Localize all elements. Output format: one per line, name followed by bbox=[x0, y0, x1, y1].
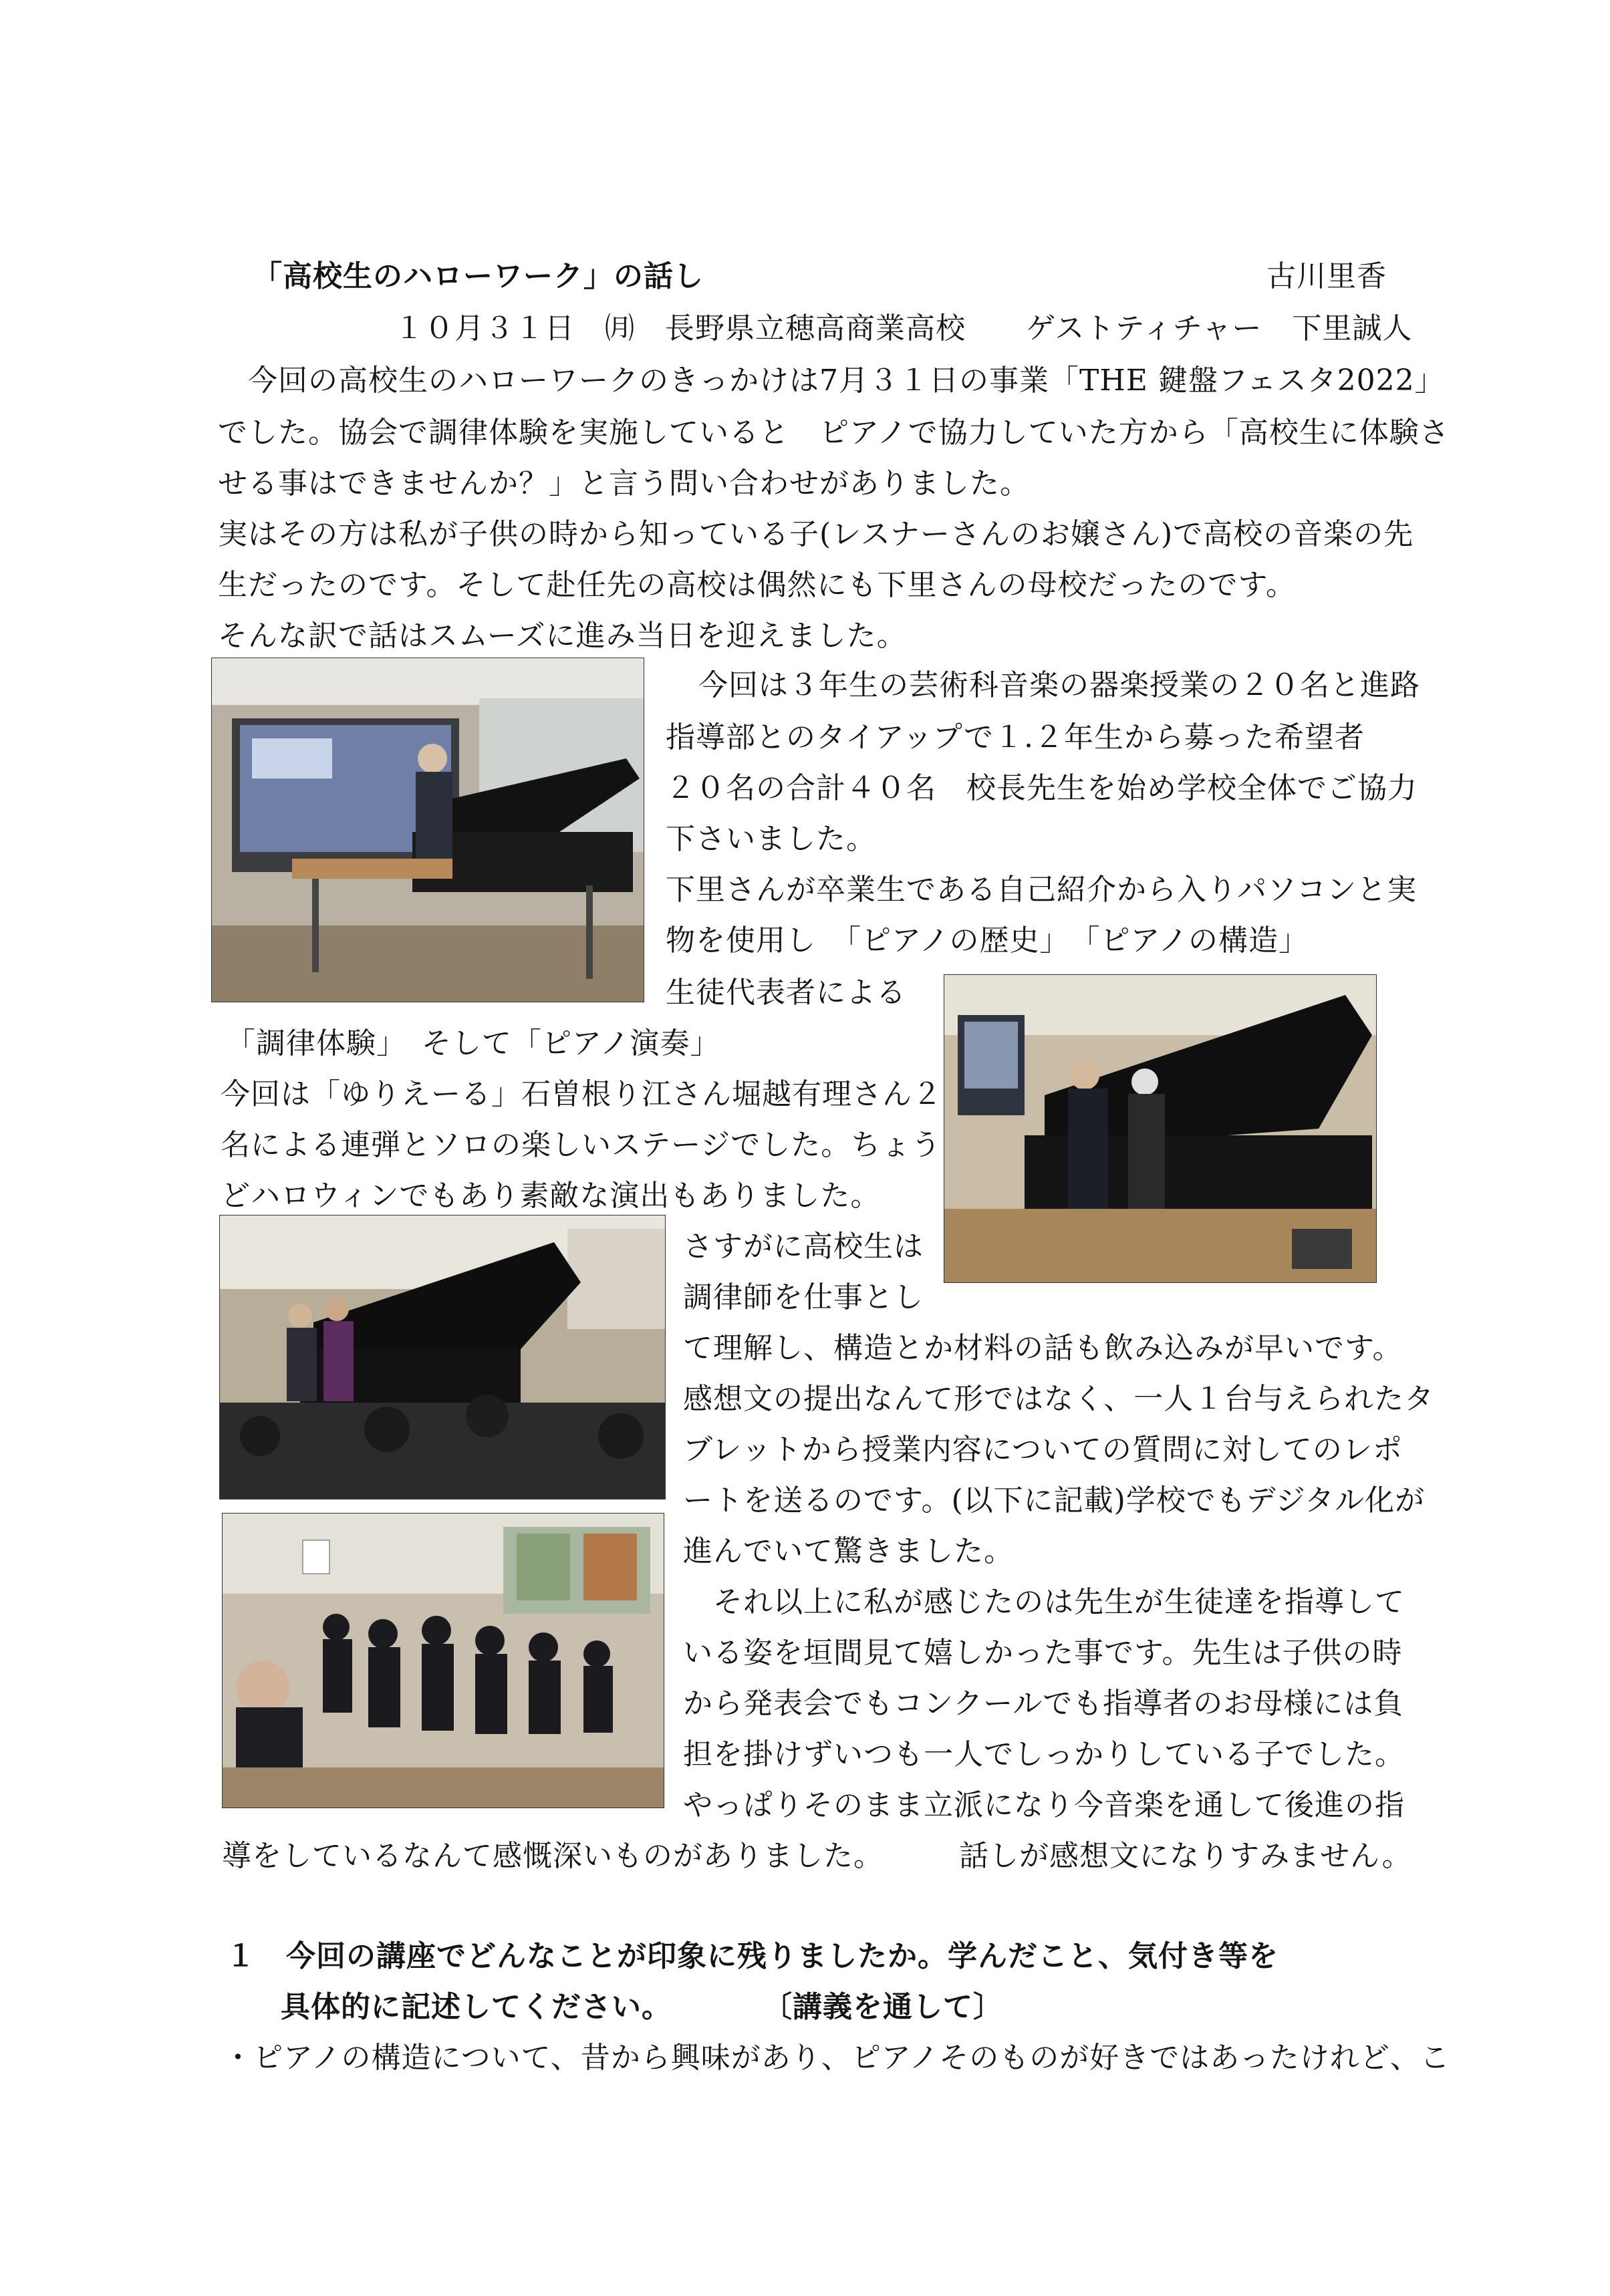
paragraph-line: 指導部とのタイアップで１.２年生から募った希望者 bbox=[666, 720, 1365, 754]
paragraph-line: ートを送るのです。(以下に記載)学校でもデジタル化が bbox=[683, 1483, 1426, 1518]
closing-line: 導をしているなんて感慨深いものがありました。 話しが感想文になりすみません。 bbox=[222, 1839, 1412, 1873]
paragraph-line: 実はその方は私が子供の時から知っている子(レスナーさんのお嬢さん)で高校の音楽の先 bbox=[218, 517, 1414, 551]
paragraph-line: 生徒代表者による bbox=[666, 976, 906, 1010]
paragraph-line: から発表会でもコンクールでも指導者のお母様には負 bbox=[683, 1687, 1404, 1721]
paragraph-line: 今回は「ゆりえーる」石曽根り江さん堀越有理さん２ bbox=[221, 1077, 942, 1111]
paragraph-line: て理解し、構造とか材料の話も飲み込みが早いです。 bbox=[683, 1331, 1403, 1365]
paragraph-line: 担を掛けずいつも一人でしっかりしている子でした。 bbox=[683, 1737, 1405, 1771]
paragraph-line: 下さいました。 bbox=[666, 822, 876, 856]
survey-question: １ 今回の講座でどんなことが印象に残りましたか。学んだこと、気付き等を bbox=[226, 1939, 1279, 1973]
paragraph-line: 今回の高校生のハローワークのきっかけは7月３１日の事業「THE 鍵盤フェスタ2022」 bbox=[218, 364, 1445, 398]
paragraph-line: 下里さんが卒業生である自己紹介から入りパソコンと実 bbox=[666, 873, 1418, 907]
paragraph-line: そんな訳で話はスムーズに進み当日を迎えました。 bbox=[218, 619, 907, 653]
paragraph-line: 物を使用し 「ピアノの歴史」 「ピアノの構造」 bbox=[666, 923, 1309, 958]
paragraph-line: 「調律体験」 そして「ピアノ演奏」 bbox=[226, 1026, 720, 1060]
document-title: 「高校生のハローワーク」の話し bbox=[253, 259, 704, 293]
author-name: 古川里香 bbox=[1266, 259, 1387, 293]
paragraph-line: 調律師を仕事とし bbox=[683, 1280, 924, 1314]
paragraph-line: でした。協会で調律体験を実施していると ピアノで協力していた方から「高校生に体験さ bbox=[218, 416, 1450, 450]
piano-performance-photo bbox=[219, 1215, 666, 1499]
paragraph-line: 進んでいて驚きました。 bbox=[683, 1534, 1014, 1568]
survey-question-cont: 具体的に記述してください。 〔講義を通して〕 bbox=[281, 1990, 1003, 2024]
classroom-lecture-photo bbox=[211, 658, 644, 1002]
paragraph-line: さすがに高校生は bbox=[683, 1230, 924, 1264]
paragraph-line: 名による連弾とソロの楽しいステージでした。ちょう bbox=[221, 1128, 942, 1162]
paragraph-line: いる姿を垣間見て嬉しかった事です。先生は子供の時 bbox=[683, 1636, 1403, 1670]
paragraph-line: ブレットから授業内容についての質問に対してのレポ bbox=[683, 1433, 1403, 1467]
paragraph-line: やっぱりそのまま立派になり今音楽を通して後進の指 bbox=[683, 1788, 1405, 1822]
paragraph-line: 感想文の提出なんて形ではなく、一人１台与えられたタ bbox=[683, 1382, 1435, 1416]
piano-tuning-photo bbox=[944, 974, 1377, 1283]
event-line: １０月３１日 ㈪ 長野県立穂高商業高校 ゲストティチャー 下里誠人 bbox=[394, 311, 1413, 345]
paragraph-line: 今回は３年生の芸術科音楽の器楽授業の２０名と進路 bbox=[668, 668, 1420, 702]
paragraph-line: ２０名の合計４０名 校長先生を始め学校全体でご協力 bbox=[666, 771, 1418, 805]
student-audience-photo bbox=[222, 1513, 664, 1808]
paragraph-line: それ以上に私が感じたのは先生が生徒達を指導して bbox=[683, 1585, 1405, 1619]
paragraph-line: 生だったのです。そして赴任先の高校は偶然にも下里さんの母校だったのです。 bbox=[218, 568, 1296, 602]
paragraph-line: せる事はできませんか？」と言う問い合わせがありました。 bbox=[218, 466, 1030, 500]
survey-answer: ・ピアノの構造について、昔から興味があり、ピアノそのものが好きではあったけれど、こ bbox=[223, 2041, 1450, 2075]
paragraph-line: どハロウィンでもあり素敵な演出もありました。 bbox=[221, 1179, 881, 1213]
